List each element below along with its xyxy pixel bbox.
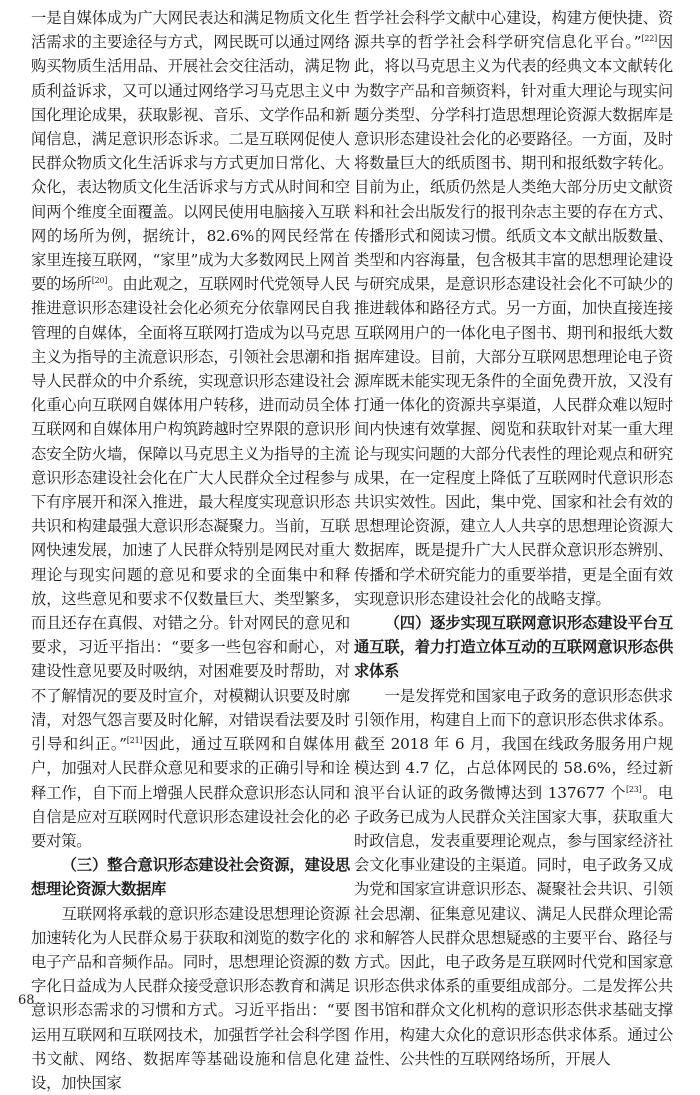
citation: [20] <box>91 276 108 286</box>
citation: [22] <box>641 34 658 44</box>
paragraph: 一是发挥党和国家电子政务的意识形态供求引领作用，构建自上而下的意识形态供求体系。截至 2018 年 6 月，我国在线政务服务用户规模达到 4.7 亿，占总体网民的 58.6%，经过新浪平台认证的政务微博达到 137677 个[23]。电子政务已成为人民群众关注国家大事，获取重大时政信息，发表重要理论观点，参与国家经济社会文化事业建设的主渠道。同时，电子政务又成为党和国家宣讲意识形态、凝聚社会共识、引领社会思潮、征集意见建议、满足人民群众理论需求和解答人民群众思想疑惑的主要平台、路径与方式。因此，电子政务是互联网时代党和国家意识形态供求体系的重要组成部分。二是发挥公共图书馆和群众文化机构的意识形态供求基础支撑作用，构建大众化的意识形态供求体系。通过公益性、公共性的互联网络场所，开展人 <box>354 686 673 1068</box>
citation: [21] <box>126 736 143 745</box>
page-number: 68 <box>18 993 35 1008</box>
right-column <box>354 6 673 1071</box>
section-heading: （四）逐步实现互联网意识形态建设平台互通互联，着力打造立体互动的互联网意识形态供求体系 <box>354 614 673 681</box>
paragraph: 互联网将承载的意识形态建设思想理论资源加速转化为人民群众易于获取和浏览的数字化的电子产品和音频作品。同时，思想理论资源的数字化日益成为人民群众接受意识形态教育和满足意识形态需求的习惯和方式。习近平指出：“要运用互联网和互联网技术，加强哲学社会科学图书文献、网络、数据库等基础设施和信息化建设，加快国家 <box>31 904 350 1092</box>
paragraph: 哲学社会科学文献中心建设，构建方便快捷、资源共享的哲学社会科学研究信息化平台。”[22]因此，将以马克思主义为代表的经典文本文献转化为数字产品和音频资料，针对重大理论与现实问题分类型、分学科打造思想理论资源大数据库是意识形态建设社会化的必要路径。一方面，及时将数量巨大的纸质图书、期刊和报纸数字转化。目前为止，纸质仍然是人类绝大部分历史文献资料和社会出版发行的报刊杂志主要的存在方式、传播形式和阅读习惯。纸质文本文献出版数量、类型和内容海量，包含极其丰富的思想理论建设与研究成果，是意识形态建设社会化不可缺少的推进载体和路径方式。另一方面，加快直接连接互联网用户的一体化电子图书、期刊和报纸大数据库建设。目前，大部分互联网思想理论电子资源库既未能实现无条件的全面免费开放，又没有打通一体化的资源共享渠道，人民群众难以短时间内快速有效掌握、阅览和获取针对某一重大理论与现实问题的大部分代表性的理论观点和研究成果，在一定程度上降低了互联网时代意识形态共识实效性。因此，集中党、国家和社会有效的思想理论资源，建立人人共享的思想理论资源大数据库，既是提升广大人民群众意识形态辨别、传播和学术研究能力的重要举措，更是全面有效实现意识形态建设社会化的战略支撑。 <box>354 9 673 608</box>
left-column <box>31 6 350 1095</box>
citation: [23] <box>625 784 642 794</box>
section-heading: （三）整合意识形态建设社会资源，建设思想理论资源大数据库 <box>31 856 350 899</box>
paragraph: 一是自媒体成为广大网民表达和满足物质文化生活需求的主要途径与方式，网民既可以通过网络购买物质生活用品、开展社会交往活动，满足物质利益诉求，又可以通过网络学习马克思主义中国化理论成果，获取影视、音乐、文学作品和新闻信息，满足意识形态诉求。二是互联网促使人民群众物质文化生活诉求与方式更加日常化、大众化，表达物质文化生活诉求与方式从时间和空间两个维度全面覆盖。以网民使用电脑接入互联网的场所为例，据统计，82.6%的网民经常在家里连接互联网，“家里”成为大多数网民上网首要的场所[20]。由此观之，互联网时代党领导人民推进意识形态建设社会化必须充分依靠网民自我管理的自媒体，全面将互联网打造成为以马克思主义为指导的主流意识形态，引领社会思潮和指导人民群众的中介系统，实现意识形态建设社会化重心向互联网自媒体用户转移，进而动员全体互联网和自媒体用户构筑跨越时空界限的意识形态安全防火墙，保障以马克思主义为指导的主流意识形态建设社会化在广大人民群众全过程参与下有序展开和深入推进，最大程度实现意识形态共识和构建最强大意识形态凝聚力。当前，互联网快速发展，加速了人民群众特别是网民对重大理论与现实问题的意见和要求的全面集中和释放，这些意见和要求不仅数量巨大、类型繁多，而且还存在真假、对错之分。针对网民的意见和要求，习近平指出：“要多一些包容和耐心，对建设性意见要及时吸纳，对困难要及时帮助，对不了解情况的要及时宣介，对模糊认识要及时廓清，对怨气怨言要及时化解，对错误看法要及时引导和纠正。”[21]因此，通过互联网和自媒体用户，加强对人民群众意见和要求的正确引导和诠释工作，自下而上增强人民群众意识形态认同和自信是应对互联网时代意识形态建设社会化的必要对策。 <box>31 9 351 850</box>
